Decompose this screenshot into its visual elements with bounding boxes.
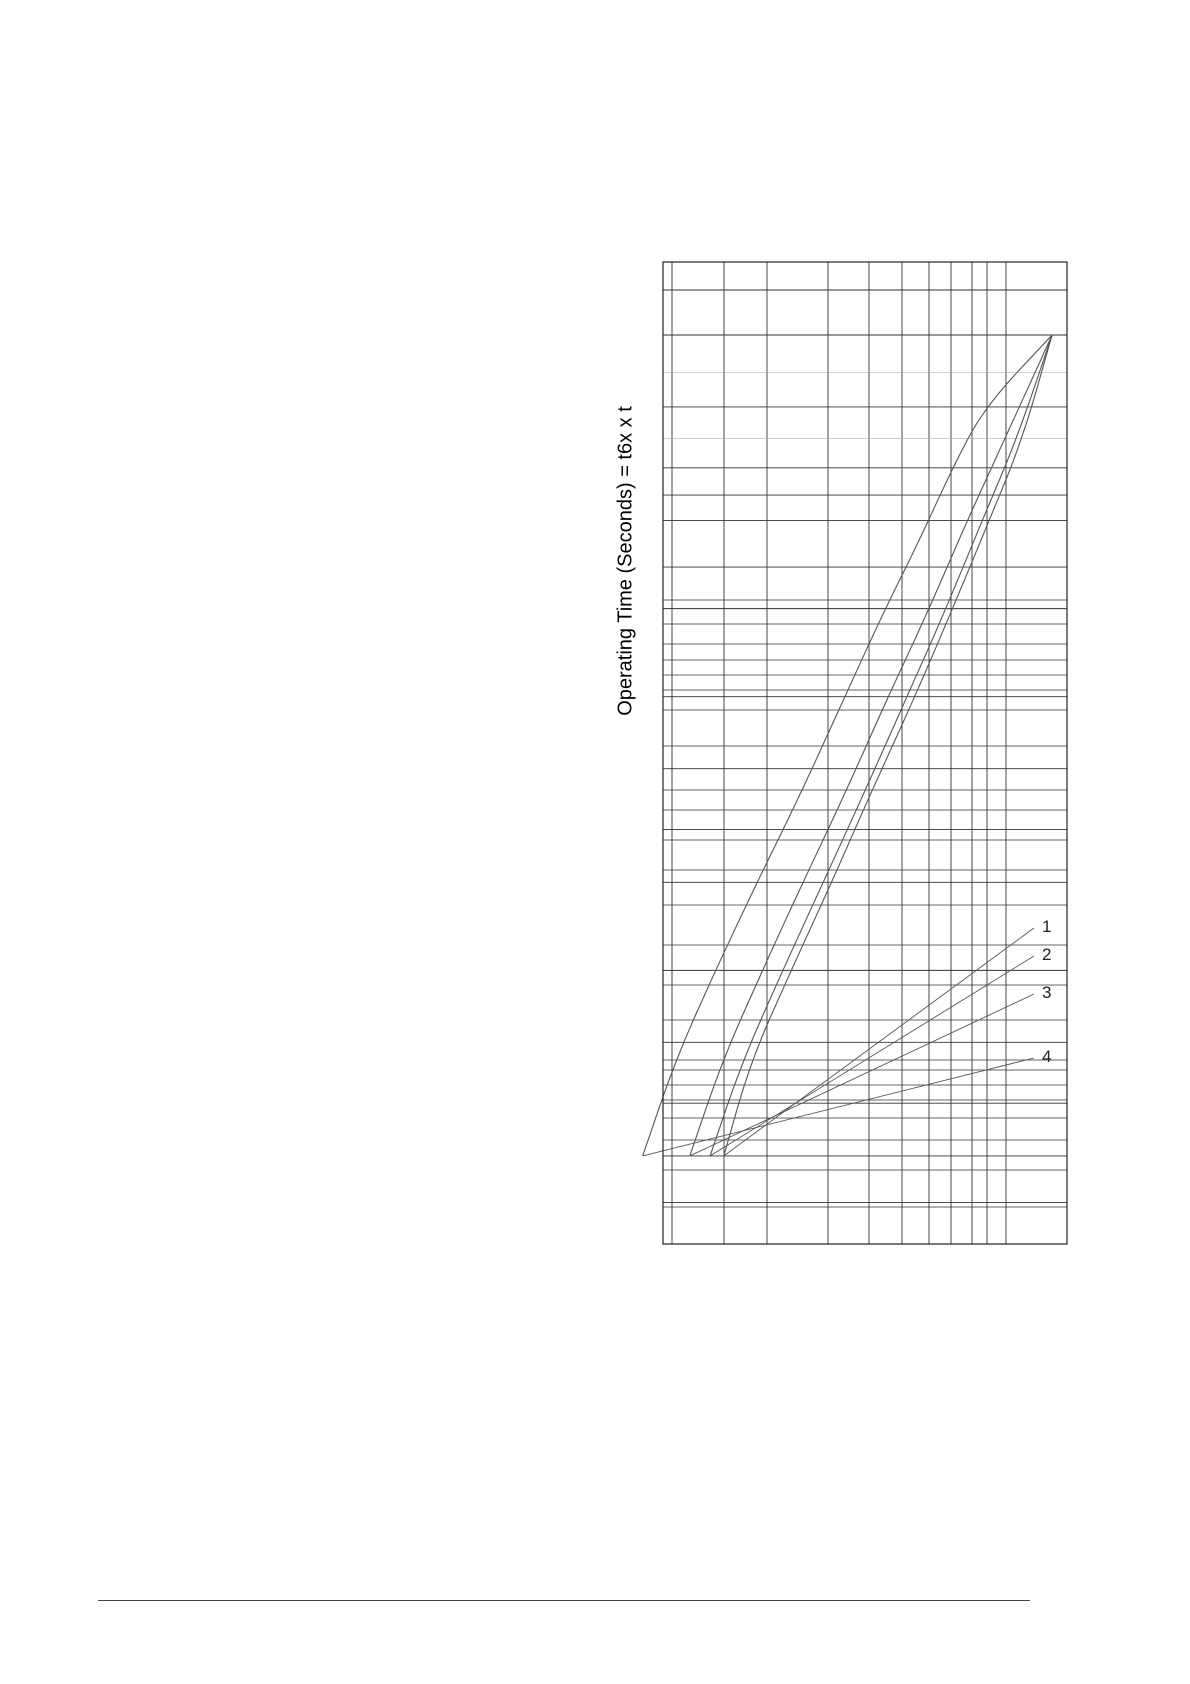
series-curve-3	[690, 335, 1052, 1156]
series-label-1: 1	[1042, 917, 1052, 936]
footer-rule	[98, 1600, 1030, 1601]
series-curve-4	[643, 335, 1052, 1156]
chart-curves	[643, 335, 1052, 1156]
series-curve-1	[724, 335, 1052, 1156]
series-curve-2	[710, 335, 1052, 1156]
series-label-2: 2	[1042, 945, 1052, 964]
chart-series-labels	[643, 917, 1052, 1156]
series-label-4: 4	[1042, 1047, 1052, 1066]
series-leader-2	[710, 956, 1034, 1156]
y-axis-label: Operating Time (Seconds) = t6x x t	[614, 406, 637, 716]
series-label-3: 3	[1042, 983, 1052, 1002]
chart-grid	[663, 262, 1067, 1244]
series-leader-4	[643, 1058, 1034, 1156]
